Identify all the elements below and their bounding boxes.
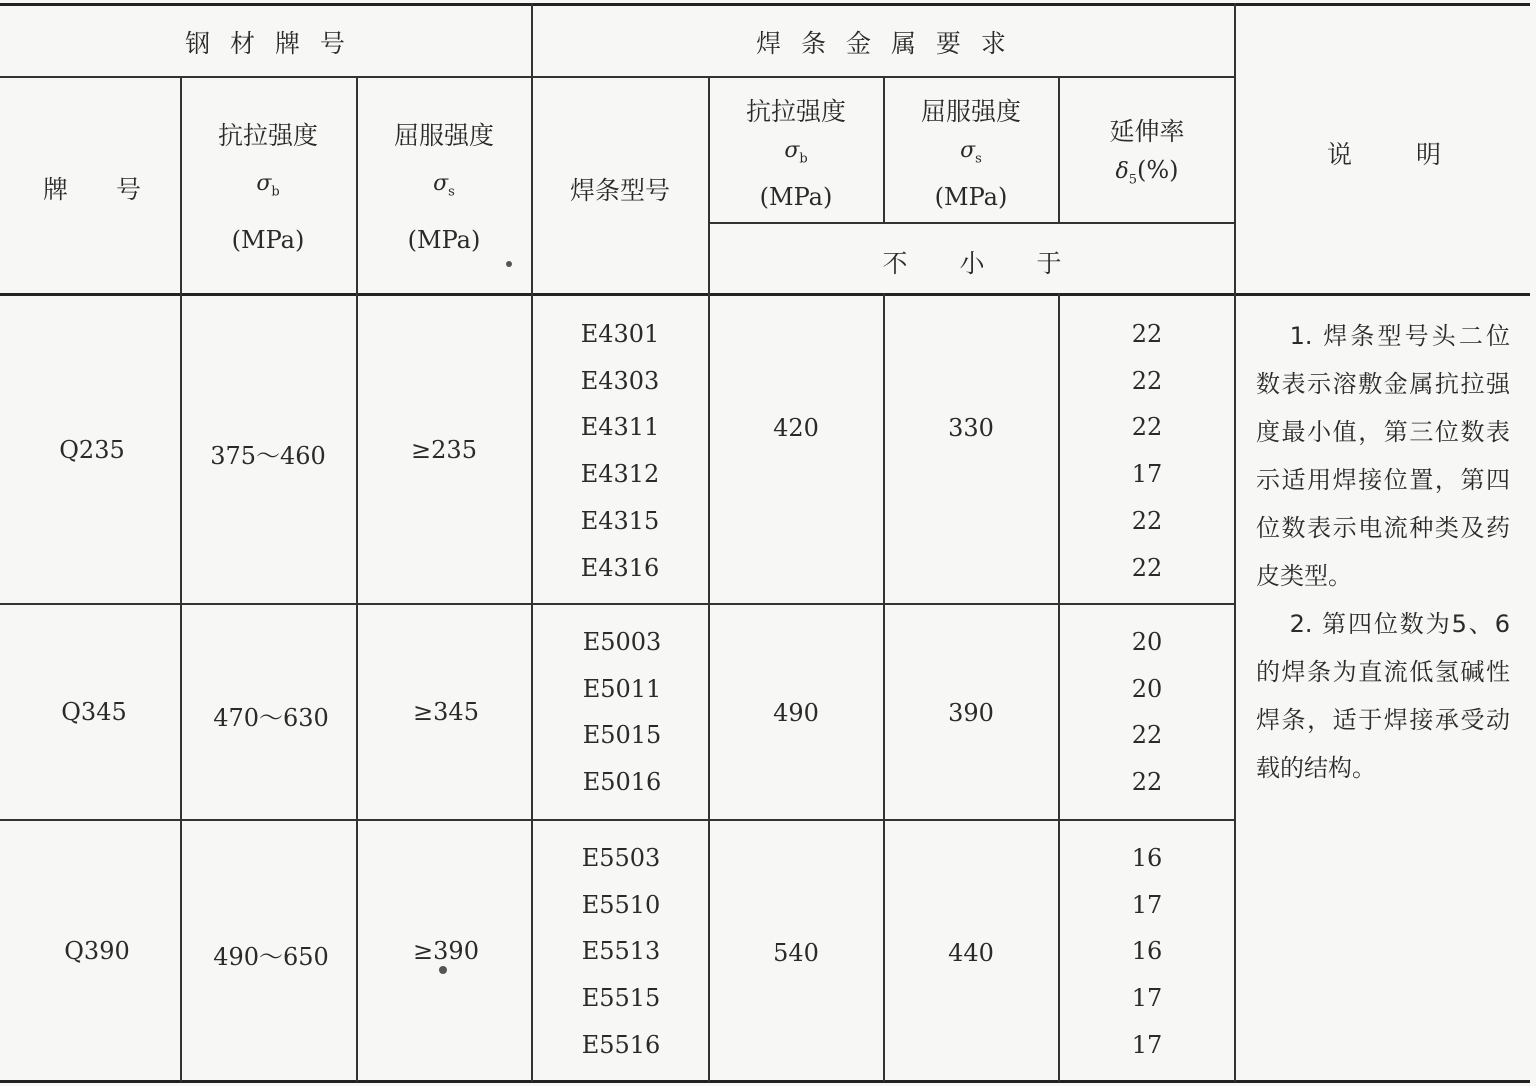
- electrode-tensile-header: [746, 92, 846, 217]
- list-item: E5510: [581, 890, 661, 919]
- group-rule-1: [0, 603, 1236, 605]
- col-divider-2: [356, 76, 358, 1082]
- electrode-yield-q390: 440: [948, 939, 994, 967]
- list-item: 20: [1131, 628, 1163, 656]
- list-item: 22: [1131, 413, 1163, 442]
- base-tensile-unit: (MPa): [231, 226, 305, 255]
- list-item: 22: [1131, 721, 1163, 750]
- electrode-yield-q345: 390: [948, 699, 994, 727]
- yield-q390: ≥390: [413, 937, 479, 965]
- notes-text: [1256, 312, 1510, 792]
- elongation-q235: [1132, 311, 1163, 591]
- delta-5-symbol: $\delta_5$: [1115, 159, 1137, 188]
- group-rule-2: [0, 819, 1236, 821]
- grade-q390: Q390: [64, 937, 130, 965]
- electrode-tensile-label: 抗拉强度: [745, 97, 847, 126]
- tensile-q345: 470～630: [213, 704, 329, 732]
- base-yield-unit: (MPa): [407, 226, 481, 255]
- list-item: 17: [1131, 984, 1163, 1013]
- col-divider-5: [883, 76, 885, 224]
- grade-q235: Q235: [59, 436, 125, 464]
- list-item: 22: [1131, 553, 1163, 582]
- header-rule-1: [0, 76, 1236, 78]
- elongation-header: [1109, 112, 1184, 199]
- list-item: 17: [1131, 460, 1163, 489]
- electrode-yield-label: 屈服强度: [920, 97, 1022, 126]
- electrode-tensile-q235: 420: [773, 414, 819, 442]
- list-item: 22: [1131, 506, 1163, 535]
- list-item: E4303: [580, 366, 660, 395]
- list-item: E5003: [582, 628, 662, 656]
- list-item: 22: [1131, 366, 1163, 395]
- electrode-tensile-q390: 540: [773, 939, 819, 967]
- sigma-s-symbol: $\sigma_s$: [960, 138, 982, 167]
- steel-grade-header: 钢 材 牌 号: [185, 29, 351, 58]
- list-item: 16: [1131, 937, 1163, 966]
- list-item: E4315: [580, 506, 660, 535]
- note-1: 1. 焊条型号头二位数表示溶敷金属抗拉强度最小值，第三位数表示适用焊接位置，第四位数表示电流种类及药皮类型。: [1256, 322, 1510, 590]
- list-item: E5515: [581, 984, 661, 1013]
- list-item: E5015: [582, 721, 662, 750]
- list-item: 20: [1131, 674, 1163, 703]
- electrode-tensile-unit: (MPa): [759, 183, 833, 212]
- list-item: E4312: [580, 460, 660, 489]
- base-tensile-label: 抗拉强度: [217, 121, 319, 150]
- electrode-metal-requirement-header: 焊 条 金 属 要 求: [756, 29, 1012, 58]
- notes-header: 说 明: [1327, 140, 1441, 169]
- header-bottom-rule: [0, 293, 1530, 296]
- electrode-yield-q235: 330: [948, 414, 994, 442]
- list-item: E4311: [580, 413, 660, 442]
- scan-speck: [439, 966, 447, 974]
- elongation-label: 延伸率: [1109, 117, 1185, 146]
- base-yield-label: 屈服强度: [393, 121, 495, 150]
- col-divider-1: [180, 76, 182, 1082]
- scan-speck: [506, 261, 512, 267]
- note-2: 2. 第四位数为5、6的焊条为直流低氢碱性焊条，适于焊接承受动载的结构。: [1256, 610, 1510, 782]
- electrode-types-q390: [582, 835, 661, 1069]
- yield-q235: ≥235: [411, 436, 477, 464]
- list-item: 22: [1131, 320, 1163, 348]
- electrode-yield-unit: (MPa): [934, 183, 1008, 212]
- sigma-b-symbol: $\sigma_b$: [256, 171, 280, 200]
- elongation-symbol-unit: [1109, 151, 1184, 199]
- electrode-tensile-q345: 490: [773, 699, 819, 727]
- col-divider-6: [1058, 76, 1060, 224]
- list-item: 22: [1131, 768, 1163, 797]
- list-item: E5513: [581, 937, 661, 966]
- base-tensile-header: [218, 112, 318, 264]
- table-bottom-rule: [0, 1080, 1530, 1083]
- sigma-s-symbol: $\sigma_s$: [433, 171, 455, 200]
- tensile-q390: 490～650: [213, 943, 329, 971]
- list-item: E4301: [580, 320, 660, 348]
- grade-q345: Q345: [61, 698, 127, 726]
- grade-header: 牌 号: [43, 175, 141, 204]
- list-item: 17: [1131, 890, 1163, 919]
- list-item: E5011: [582, 674, 662, 703]
- list-item: E5016: [582, 768, 662, 797]
- col-divider-3: [531, 3, 533, 1082]
- elongation-unit: (%): [1136, 156, 1179, 184]
- electrode-types-q345: [583, 619, 662, 806]
- sigma-b-symbol: $\sigma_b$: [784, 138, 808, 167]
- col-divider-5b: [883, 293, 885, 1082]
- list-item: 17: [1131, 1030, 1163, 1059]
- electrode-types-q235: [581, 311, 660, 591]
- yield-q345: ≥345: [413, 698, 479, 726]
- not-less-than-label: 不 小 于: [882, 249, 1062, 278]
- list-item: E5516: [581, 1030, 661, 1059]
- elongation-q345: [1132, 619, 1163, 806]
- electrode-type-header: 焊条型号: [569, 176, 671, 205]
- tensile-q235: 375～460: [210, 442, 326, 470]
- list-item: 16: [1131, 844, 1163, 872]
- col-divider-7: [1234, 3, 1236, 1082]
- col-divider-6b: [1058, 293, 1060, 1082]
- header-rule-2: [710, 222, 1236, 224]
- col-divider-4: [708, 76, 710, 1082]
- list-item: E5503: [581, 844, 661, 872]
- base-yield-header: [394, 112, 494, 264]
- table-top-rule: [0, 3, 1530, 6]
- list-item: E4316: [580, 553, 660, 582]
- electrode-yield-header: [921, 92, 1021, 217]
- elongation-q390: [1132, 835, 1163, 1069]
